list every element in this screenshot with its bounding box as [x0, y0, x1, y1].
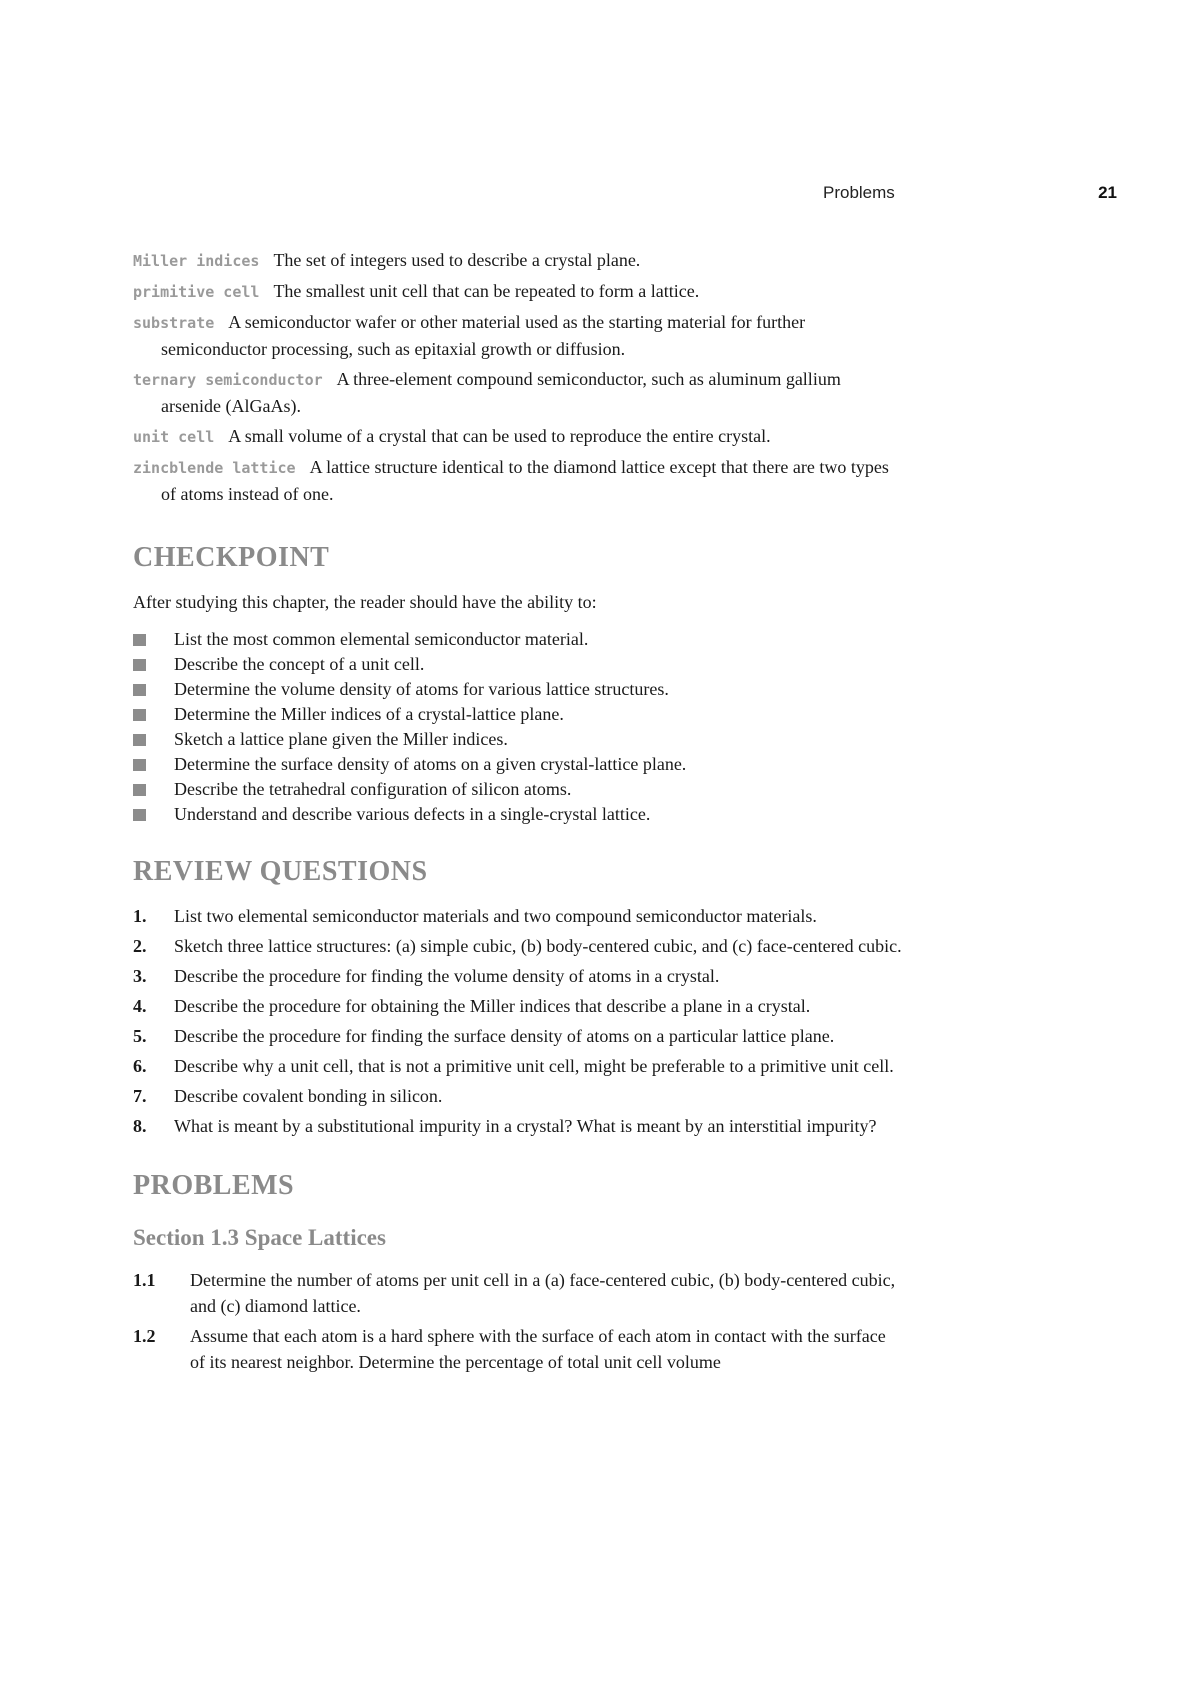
problems-heading: PROBLEMS — [133, 1170, 295, 1201]
question-text: Describe the procedure for obtaining the Miller indices that describe a plane in a crystal. — [174, 996, 811, 1016]
glossary-term: Miller indices — [133, 252, 260, 270]
square-bullet-icon — [133, 634, 146, 646]
list-item — [133, 727, 903, 752]
glossary-definition: A lattice structure identical to the diamond lattice except that there are two types of atoms instead of one. — [161, 457, 889, 504]
review-questions-heading: REVIEW QUESTIONS — [133, 856, 428, 887]
question-number: 4. — [133, 996, 147, 1016]
review-question — [133, 933, 903, 959]
glossary-definition: The smallest unit cell that can be repeated to form a lattice. — [273, 281, 700, 301]
square-bullet-icon — [133, 734, 146, 746]
list-item-text: Describe the tetrahedral configuration of silicon atoms. — [174, 779, 572, 799]
problem-item — [133, 1323, 903, 1375]
list-item — [133, 777, 903, 802]
running-title: Problems — [823, 183, 895, 202]
list-item-text: Determine the volume density of atoms for various lattice structures. — [174, 679, 669, 699]
glossary-entry — [133, 366, 903, 419]
glossary-entry — [133, 423, 903, 450]
glossary-definition: A semiconductor wafer or other material used as the starting material for further semiconductor processing, such as epitaxial growth or diffusion. — [161, 312, 806, 359]
square-bullet-icon — [133, 684, 146, 696]
list-item-text: Sketch a lattice plane given the Miller indices. — [174, 729, 508, 749]
question-text: Sketch three lattice structures: (a) simple cubic, (b) body-centered cubic, and (c) face-centered cubic. — [174, 936, 902, 956]
question-text: Describe why a unit cell, that is not a primitive unit cell, might be preferable to a primitive unit cell. — [174, 1056, 894, 1076]
square-bullet-icon — [133, 759, 146, 771]
question-number: 8. — [133, 1116, 147, 1136]
glossary-term: primitive cell — [133, 283, 260, 301]
glossary-definition: The set of integers used to describe a crystal plane. — [273, 250, 641, 270]
review-question — [133, 1023, 903, 1049]
glossary — [133, 247, 903, 507]
problem-text: Determine the number of atoms per unit cell in a (a) face-centered cubic, (b) body-centered cubic, and (c) diamond lattice. — [190, 1270, 896, 1316]
list-item-text: Describe the concept of a unit cell. — [174, 654, 425, 674]
problem-number: 1.1 — [133, 1270, 156, 1290]
glossary-entry — [133, 454, 903, 507]
square-bullet-icon — [133, 659, 146, 671]
glossary-term: zincblende lattice — [133, 459, 296, 477]
glossary-definition: A three-element compound semiconductor, such as aluminum gallium arsenide (AlGaAs). — [161, 369, 841, 416]
question-number: 3. — [133, 966, 147, 986]
list-item-text: List the most common elemental semiconductor material. — [174, 629, 589, 649]
question-number: 2. — [133, 936, 147, 956]
problem-text: Assume that each atom is a hard sphere with the surface of each atom in contact with the surface of its nearest neighbor. Determine the percentage of total unit cell volume — [190, 1326, 886, 1372]
list-item-text: Understand and describe various defects in a single-crystal lattice. — [174, 804, 651, 824]
page-number: 21 — [1098, 183, 1117, 202]
checkpoint-intro: After studying this chapter, the reader should have the ability to: — [133, 592, 597, 612]
list-item — [133, 802, 903, 827]
question-text: Describe covalent bonding in silicon. — [174, 1086, 443, 1106]
list-item — [133, 627, 903, 652]
list-item — [133, 652, 903, 677]
problems-list — [133, 1267, 903, 1375]
page-header — [133, 183, 1117, 207]
list-item-text: Determine the Miller indices of a crystal-lattice plane. — [174, 704, 564, 724]
question-number: 1. — [133, 906, 147, 926]
square-bullet-icon — [133, 709, 146, 721]
glossary-term: ternary semiconductor — [133, 371, 323, 389]
question-number: 7. — [133, 1086, 147, 1106]
review-question — [133, 1083, 903, 1109]
list-item — [133, 752, 903, 777]
question-text: What is meant by a substitutional impurity in a crystal? What is meant by an interstitial impurity? — [174, 1116, 877, 1136]
question-text: Describe the procedure for finding the volume density of atoms in a crystal. — [174, 966, 720, 986]
review-question — [133, 963, 903, 989]
list-item — [133, 677, 903, 702]
square-bullet-icon — [133, 784, 146, 796]
list-item — [133, 702, 903, 727]
glossary-term: substrate — [133, 314, 215, 332]
problem-item — [133, 1267, 903, 1319]
glossary-entry — [133, 247, 903, 274]
review-question — [133, 903, 903, 929]
square-bullet-icon — [133, 809, 146, 821]
question-text: List two elemental semiconductor materials and two compound semiconductor materials. — [174, 906, 817, 926]
list-item-text: Determine the surface density of atoms on a given crystal-lattice plane. — [174, 754, 687, 774]
checkpoint-list — [133, 627, 903, 827]
page-body — [133, 247, 903, 1379]
problem-number: 1.2 — [133, 1326, 156, 1346]
glossary-entry — [133, 309, 903, 362]
glossary-entry — [133, 278, 903, 305]
question-number: 6. — [133, 1056, 147, 1076]
review-question — [133, 1053, 903, 1079]
glossary-term: unit cell — [133, 428, 215, 446]
checkpoint-heading: CHECKPOINT — [133, 542, 330, 573]
review-questions-list — [133, 903, 903, 1139]
section-heading: Section 1.3 Space Lattices — [133, 1225, 386, 1250]
review-question — [133, 1113, 903, 1139]
review-question — [133, 993, 903, 1019]
question-text: Describe the procedure for finding the surface density of atoms on a particular lattice plane. — [174, 1026, 835, 1046]
glossary-definition: A small volume of a crystal that can be used to reproduce the entire crystal. — [228, 426, 771, 446]
question-number: 5. — [133, 1026, 147, 1046]
